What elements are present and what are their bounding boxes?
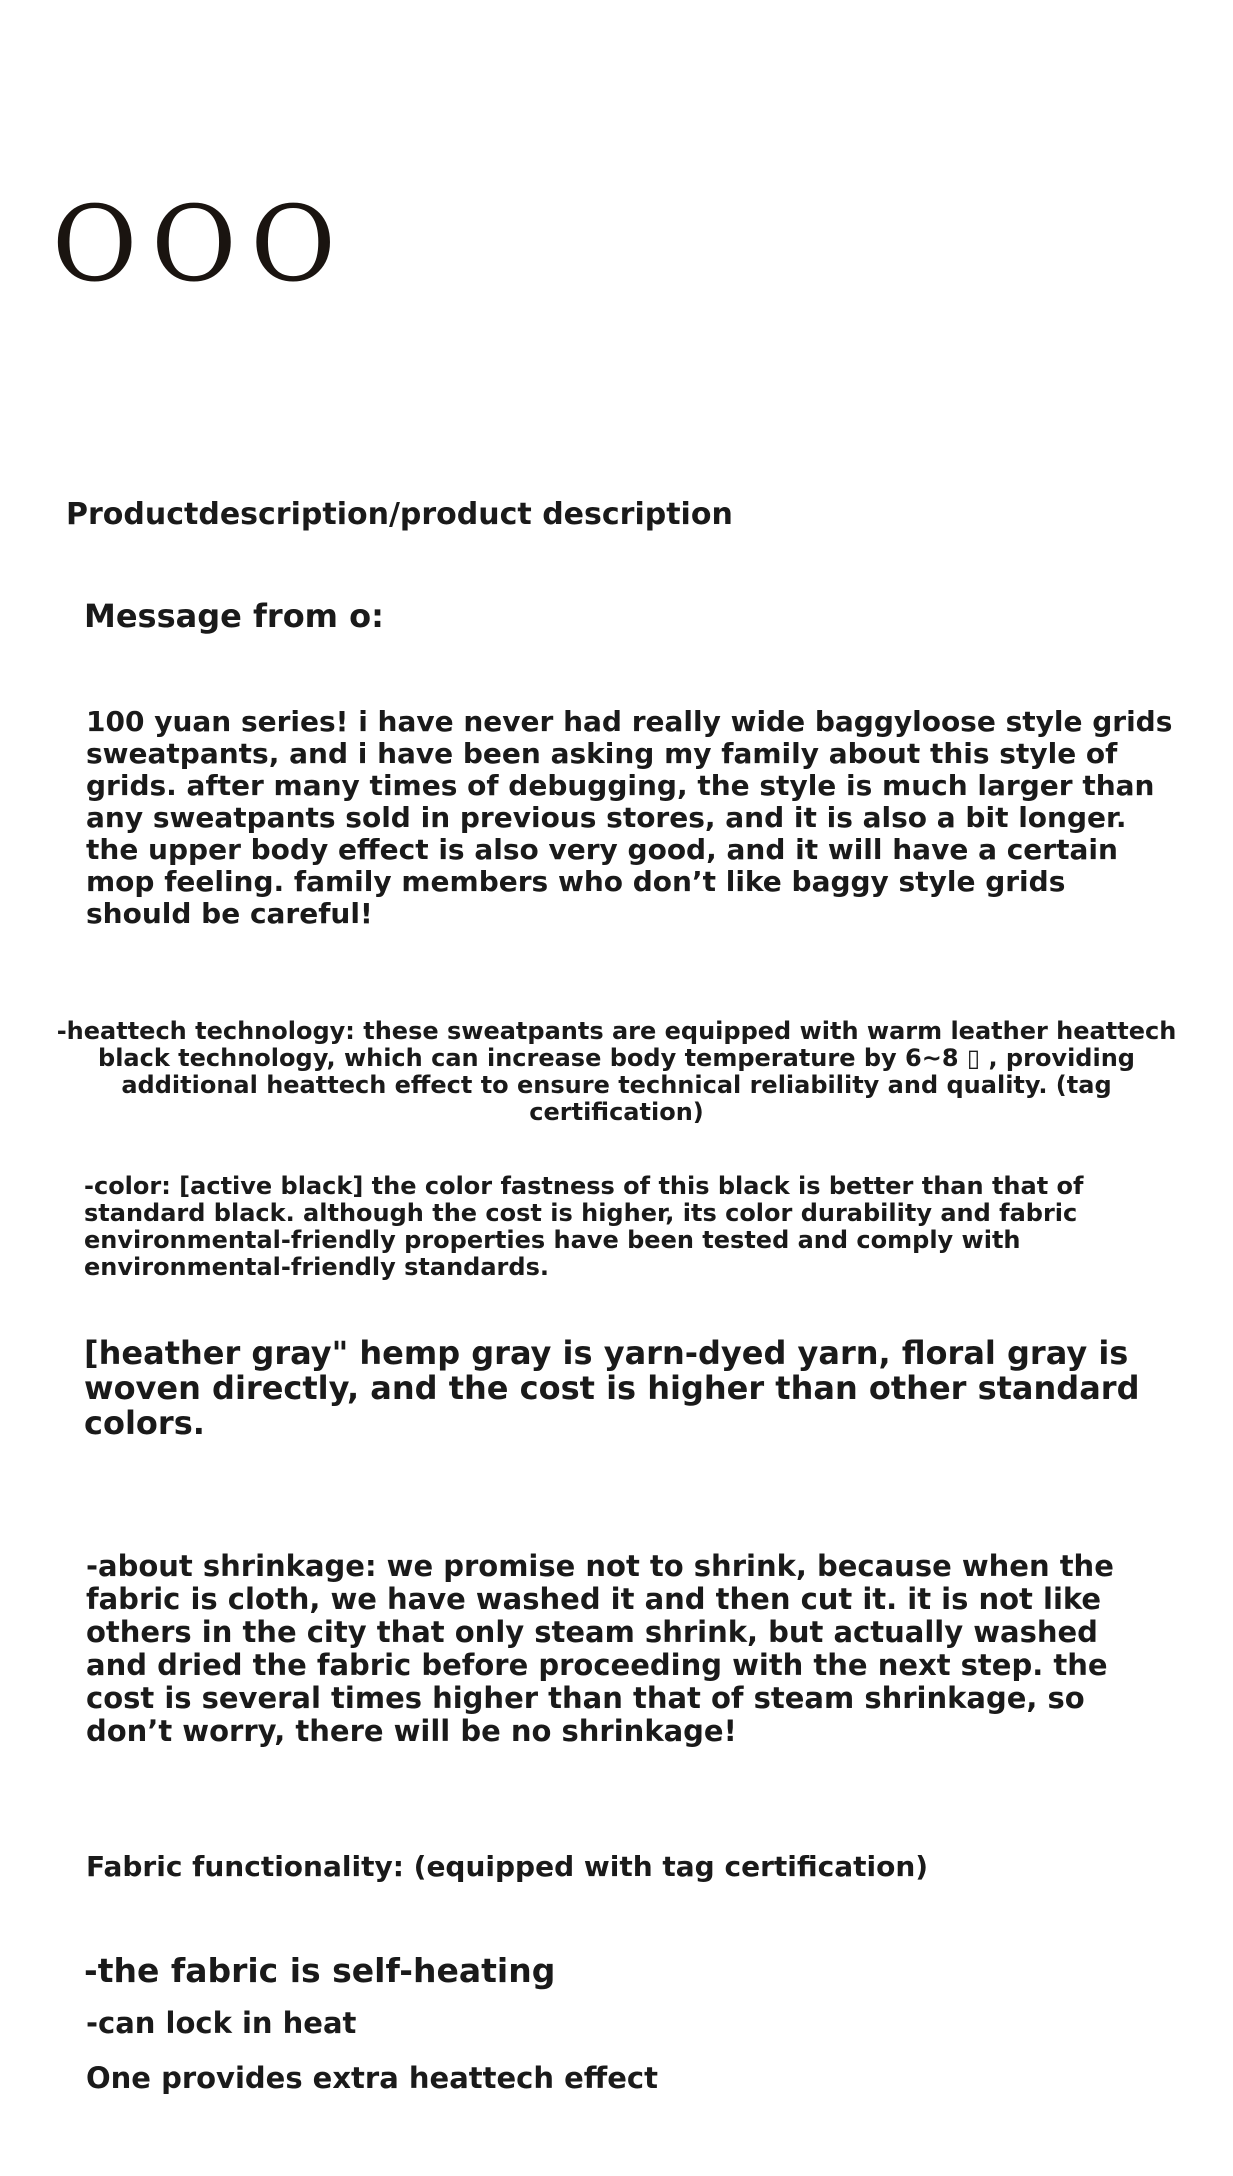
feature-item: One provides extra heattech effect xyxy=(86,2061,658,2095)
intro-paragraph: 100 yuan series! i have never had really wide baggyloose style grids sweatpants, and i have been asking my family about this style of grids. after many times of debugging, the style is much larger than any sweatpants sold in previous stores, and it is also a bit longer. the upper body effect is also very good, and it will have a certain mop feeling. family members who don’t like baggy style grids should be careful! xyxy=(86,705,1173,930)
feature-item: -can lock in heat xyxy=(86,2006,357,2040)
page-heading: Productdescription/product description xyxy=(66,497,733,532)
message-title: Message from o: xyxy=(84,597,384,635)
brand-logo: OOO xyxy=(52,183,350,305)
color-paragraph: -color: [active black] the color fastness of this black is better than that of standard black. although the cost is higher, its color durability and fabric environmental-friendly properties have been tested and comply with environmental-friendly standards. xyxy=(84,1172,1084,1281)
fabric-functionality-title: Fabric functionality: (equipped with tag certification) xyxy=(86,1850,929,1883)
heather-gray-paragraph: [heather gray" hemp gray is yarn-dyed yarn, floral gray is woven directly, and the cost is higher than other standard colors. xyxy=(84,1334,1140,1442)
shrinkage-paragraph: -about shrinkage: we promise not to shrink, because when the fabric is cloth, we have washed it and then cut it. it is not like others in the city that only steam shrink, but actually washed and dried the fabric before proceeding with the next step. the cost is several times higher than that of steam shrinkage, so don’t worry, there will be no shrinkage! xyxy=(86,1549,1114,1748)
heattech-paragraph: -heattech technology: these sweatpants are equipped with warm leather heattech black technology, which can increase body temperature by 6~8 ▯ , providing additional heattech effect to ensure technical reliability and quality. (tag certification) xyxy=(56,1017,1177,1126)
feature-item: -the fabric is self-heating xyxy=(84,1951,556,1990)
